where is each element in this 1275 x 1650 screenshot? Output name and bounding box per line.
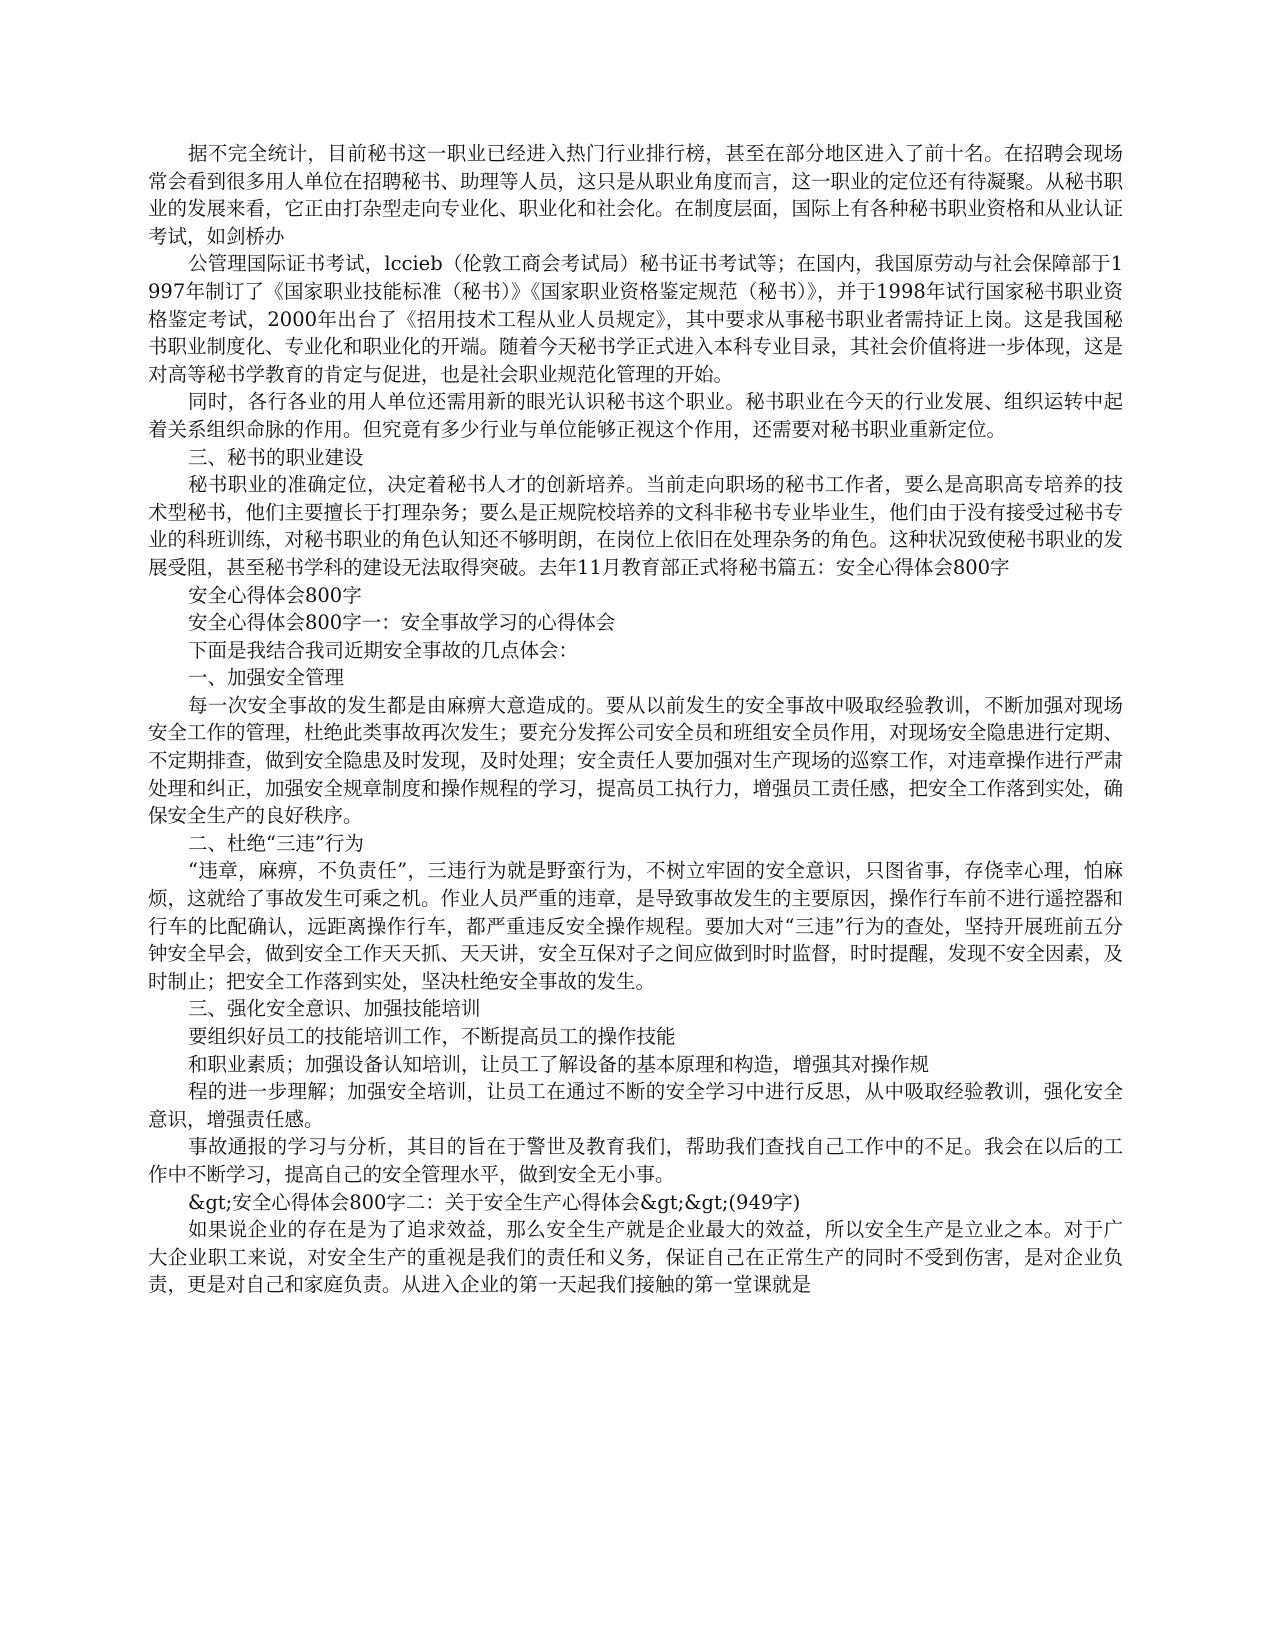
paragraph-training-line-3: 程的进一步理解；加强安全培训，让员工在通过不断的安全学习中进行反思，从中吸取经验教训，强化安全意识，增强责任感。 bbox=[148, 1080, 1123, 1131]
paragraph-training-line-1: 要组织好员工的技能培训工作，不断提高员工的操作技能 bbox=[187, 1025, 676, 1048]
paragraph-intro-points: 下面是我结合我司近期安全事故的几点体会： bbox=[187, 638, 578, 662]
paragraph-three-violations: “违章，麻痹，不负责任”，三违行为就是野蛮行为，不树立牢固的安全意识，只图省事，存侥幸心理，怕麻烦，这就给了事故发生可乘之机。作业人员严重的违章，是导致事故发生的主要原因，操作行车前不进行遥控器和行车的比配确认，远距离操作行车，都严重违反安全操作规程。要加大对“三违”行为的查处，坚持开展班前五分钟安全早会，做到安全工作天天抓、天天讲，安全互保对子之间应做到时时监督，时时提醒，发现不安全因素，及时制止；把安全工作落到实处，坚决杜绝安全事故的发生。 bbox=[148, 859, 1124, 993]
heading-safety-part-two: &gt;安全心得体会800字二：关于安全生产心得体会&gt;&gt;(949字) bbox=[187, 1190, 801, 1214]
heading-three-violations: 二、杜绝“三违”行为 bbox=[187, 831, 364, 855]
heading-safety-part-one: 安全心得体会800字一：安全事故学习的心得体会 bbox=[187, 611, 616, 635]
paragraph-management: 每一次安全事故的发生都是由麻痹大意造成的。要从以前发生的安全事故中吸取经验教训，不断加强对现场安全工作的管理，杜绝此类事故再次发生；要充分发挥公司安全员和班组安全员作用，对现场安全隐患进行定期、不定期排查，做到安全隐患及时发现，及时处理；安全责任人要加强对生产现场的巡察工作，对违章操作进行严肃处理和纠正，加强安全规章制度和操作规程的学习，提高员工执行力，增强员工责任感，把安全工作落到实处，确保安全生产的良好秩序。 bbox=[148, 693, 1124, 828]
paragraph-secretary-certificates: 公管理国际证书考试，lccieb（伦敦工商会考试局）秘书证书考试等；在国内，我国原劳动与社会保障部于1997年制订了《国家职业技能标准（秘书）》《国家职业资格鉴定规范（秘书）》，并于1998年试行国家秘书职业资格鉴定考试，2000年出台了《招用技术工程从业人员规定》，其中要求从事秘书职业者需持证上岗。这是我国秘书职业制度化、专业化和职业化的开端。随着今天秘书学正式进入本科专业目录，其社会价值将进一步体现，这是对高等秘书学教育的肯定与促进，也是社会职业规范化管理的开始。 bbox=[148, 252, 1124, 386]
paragraph-accident-report: 事故通报的学习与分析，其目的旨在于警世及教育我们，帮助我们查找自己工作中的不足。我会在以后的工作中不断学习，提高自己的安全管理水平，做到安全无小事。 bbox=[148, 1135, 1123, 1186]
paragraph-training-line-2: 和职业素质；加强设备认知培训，让员工了解设备的基本原理和构造，增强其对操作规 bbox=[187, 1052, 929, 1076]
heading-safety-800: 安全心得体会800字 bbox=[187, 583, 362, 607]
paragraph-secretary-recognition: 同时，各行各业的用人单位还需用新的眼光认识秘书这个职业。秘书职业在今天的行业发展、组织运转中起着关系组织命脉的作用。但究竟有多少行业与单位能够正视这个作用，还需要对秘书职业重新定位。 bbox=[148, 390, 1123, 441]
heading-strengthen-management: 一、加强安全管理 bbox=[187, 666, 344, 690]
heading-awareness-training: 三、强化安全意识、加强技能培训 bbox=[187, 997, 481, 1021]
paragraph-secretary-statistics: 据不完全统计，目前秘书这一职业已经进入热门行业排行榜，甚至在部分地区进入了前十名。在招聘会现场常会看到很多用人单位在招聘秘书、助理等人员，这只是从职业角度而言，这一职业的定位还有待凝聚。从秘书职业的发展来看，它正由打杂型走向专业化、职业化和社会化。在制度层面，国际上有各种秘书职业资格和从业认证考试，如剑桥办 bbox=[148, 142, 1124, 248]
document-body bbox=[148, 140, 1123, 1299]
paragraph-career-positioning: 秘书职业的准确定位，决定着秘书人才的创新培养。当前走向职场的秘书工作者，要么是高职高专培养的技术型秘书，他们主要擅长于打理杂务；要么是正规院校培养的文科非秘书专业毕业生，他们由于没有接受过秘书专业的科班训练，对秘书职业的角色认知还不够明朗，在岗位上依旧在处理杂务的角色。这种状况致使秘书职业的发展受阻，甚至秘书学科的建设无法取得突破。去年11月教育部正式将秘书篇五：安全心得体会800字 bbox=[148, 473, 1124, 579]
paragraph-safety-production: 如果说企业的存在是为了追求效益，那么安全生产就是企业最大的效益，所以安全生产是立业之本。对于广大企业职工来说，对安全生产的重视是我们的责任和义务，保证自己在正常生产的同时不受到伤害，是对企业负责，更是对自己和家庭负责。从进入企业的第一天起我们接触的第一堂课就是 bbox=[148, 1218, 1123, 1297]
heading-career-building: 三、秘书的职业建设 bbox=[187, 445, 364, 469]
